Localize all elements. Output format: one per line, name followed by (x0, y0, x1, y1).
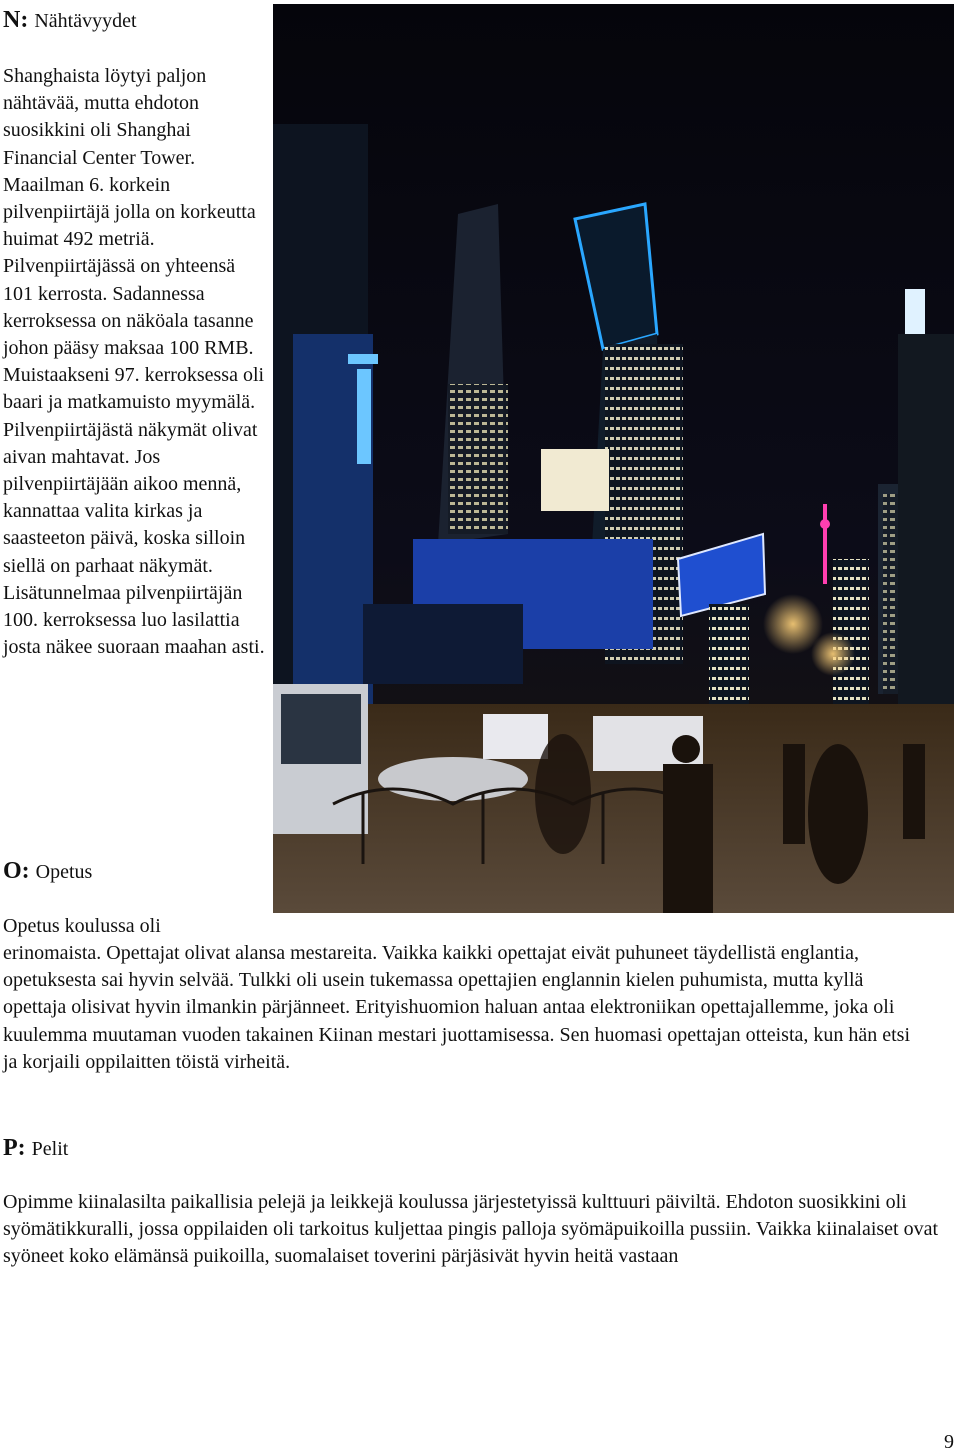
heading-o-letter: O: (3, 858, 30, 884)
shanghai-night-photo (273, 4, 954, 913)
heading-n-title: Nähtävyydet (34, 10, 137, 32)
page-number: 9 (944, 1431, 954, 1453)
paragraph-o-start: Opetus koulussa oli (3, 915, 161, 937)
paragraph-p: Opimme kiinalasilta paikallisia pelejä ja leikkejä koulussa järjestetyissä kulttuuri päiviltä. Ehdoton suosikkini oli syömätikkuralli, jossa oppilaiden oli tarkoitus kuljettaa pingis palloja syömäpuikoilla pussiin. Vaikka kiinalaiset ovat syöneet koko elämänsä puikoilla, suomalaiset toverini pärjäsivät hyvin heitä vastaan (3, 1191, 939, 1268)
heading-p-letter: P: (3, 1135, 26, 1161)
heading-o (3, 857, 92, 886)
heading-p (3, 1134, 68, 1163)
heading-n (3, 6, 137, 35)
heading-o-title: Opetus (35, 861, 93, 883)
heading-p-title: Pelit (31, 1138, 69, 1160)
heading-n-letter: N: (3, 7, 29, 33)
paragraph-o-rest: erinomaista. Opettajat olivat alansa mestareita. Vaikka kaikki opettajat eivät puhuneet täydellistä englantia, opetuksesta sai hyvin selvää. Tulkki oli usein tukemassa opettajien englannin kielen puhumista, mutta kyllä opettaja olisivat hyvin ilmankin pärjänneet. Erityishuomion haluan antaa elektroniikan opettajallemme, joka oli kuulemma muutaman vuoden takainen Kiinan mestari juottamisessa. Sen huomasi opettajan otteista, kun hän etsi ja korjaili oppilaitten töistä virheitä. (3, 942, 911, 1073)
paragraph-n: Shanghaista löytyi paljon nähtävää, mutta ehdoton suosikkini oli Shanghai Financial Center Tower. Maailman 6. korkein pilvenpiirtäjä jolla on korkeutta huimat 492 metriä. Pilvenpiirtäjässä on yhteensä 101 kerrosta. Sadannessa kerroksessa on näköala tasanne johon pääsy maksaa 100 RMB. Muistaakseni 97. kerroksessa oli baari ja matkamuisto myymälä. Pilvenpiirtäjästä näkymät olivat aivan mahtavat. Jos pilvenpiirtäjään aikoo mennä, kannattaa valita kirkas ja saasteeton päivä, koska silloin siellä on parhaat näkymät. Lisätunnelmaa pilvenpiirtäjän 100. kerroksessa luo lasilattia josta näkee suoraan maahan asti. (3, 65, 265, 659)
